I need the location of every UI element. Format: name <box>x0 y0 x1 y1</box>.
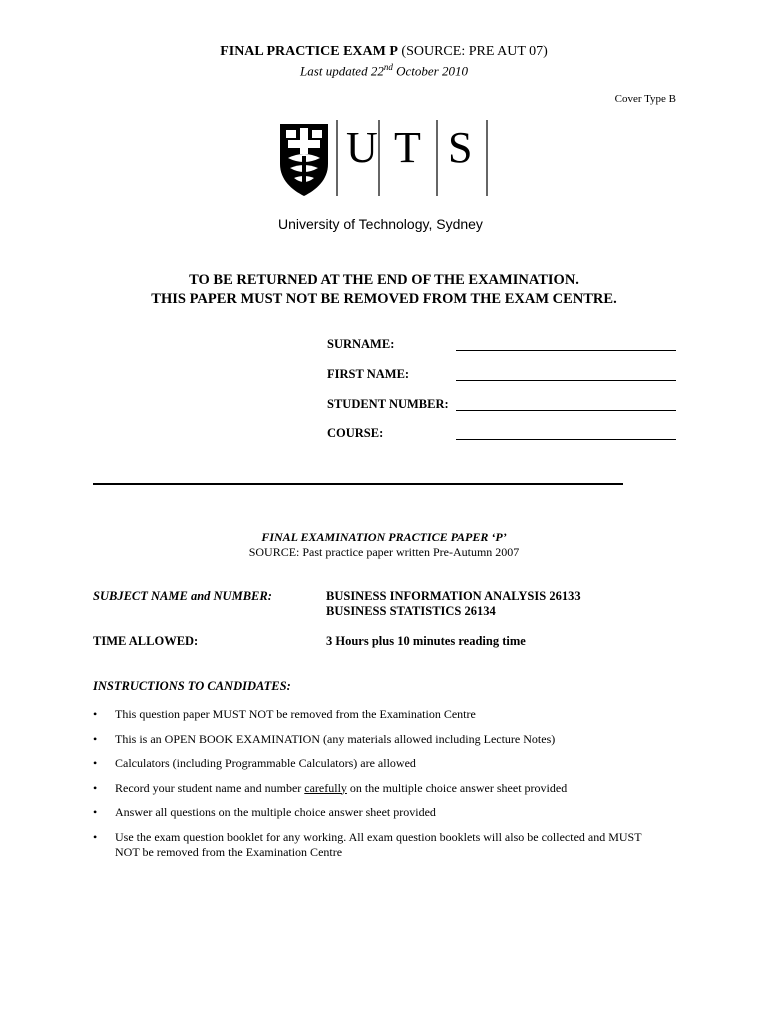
list-item <box>93 756 663 771</box>
subject-line-1: BUSINESS INFORMATION ANALYSIS 26133 <box>326 589 581 603</box>
first-name-label: FIRST NAME: <box>327 367 410 381</box>
instructions-list <box>93 707 663 869</box>
last-updated-prefix: Last updated 22 <box>300 63 384 79</box>
instruction-emphasis: carefully <box>304 780 347 795</box>
exam-title-bold: FINAL PRACTICE EXAM P <box>220 44 398 59</box>
subject-line-2: BUSINESS STATISTICS 26134 <box>326 604 496 618</box>
removal-notice: THIS PAPER MUST NOT BE REMOVED FROM THE EXAM CENTRE. <box>151 291 617 307</box>
time-label: TIME ALLOWED: <box>93 634 199 648</box>
student-number-label: STUDENT NUMBER: <box>327 397 449 411</box>
uts-logo <box>278 120 493 200</box>
paper-source: SOURCE: Past practice paper written Pre-Autumn 2007 <box>248 545 520 559</box>
bullet-icon: • <box>93 805 98 819</box>
list-item <box>93 830 663 860</box>
instruction-text: This is an OPEN BOOK EXAMINATION (any materials allowed including Lecture Notes) <box>115 731 556 746</box>
instruction-text: This question paper MUST NOT be removed from the Examination Centre <box>115 707 476 721</box>
student-number-field[interactable] <box>456 396 676 411</box>
return-notice: TO BE RETURNED AT THE END OF THE EXAMINATION. <box>189 272 579 288</box>
subject-label: SUBJECT NAME and NUMBER: <box>93 589 272 603</box>
university-name: University of Technology, Sydney <box>278 216 483 232</box>
instruction-text: Use the exam question booklet for any working. All exam question booklets will also be collected and MUST NOT be removed from the Examination Centre <box>115 829 642 859</box>
time-value: 3 Hours plus 10 minutes reading time <box>326 634 526 648</box>
logo-letter-s: S <box>448 123 473 172</box>
surname-field[interactable] <box>456 336 676 351</box>
bullet-icon: • <box>93 756 98 770</box>
cover-type: Cover Type B <box>614 93 676 105</box>
course-field[interactable] <box>456 425 676 440</box>
instruction-text: on the multiple choice answer sheet provided <box>346 780 568 795</box>
list-item <box>93 805 663 820</box>
logo-letter-u: U <box>346 123 378 172</box>
instruction-text: Answer all questions on the multiple choice answer sheet provided <box>115 805 436 819</box>
bullet-icon: • <box>93 829 98 844</box>
list-item <box>93 781 663 796</box>
list-item <box>93 707 663 722</box>
surname-label: SURNAME: <box>327 337 395 351</box>
list-item <box>93 732 663 747</box>
last-updated-sup: nd <box>383 62 393 72</box>
last-updated-suffix: October 2010 <box>392 63 468 79</box>
first-name-field[interactable] <box>456 366 676 381</box>
instruction-text: Calculators (including Programmable Calculators) are allowed <box>115 756 416 770</box>
logo-letter-t: T <box>394 123 421 172</box>
exam-title-source: (SOURCE: PRE AUT 07) <box>397 44 548 59</box>
exam-title <box>0 44 768 60</box>
shield-icon <box>280 124 328 196</box>
instruction-text: Record your student name and number <box>115 780 305 795</box>
divider <box>93 483 623 485</box>
bullet-icon: • <box>93 731 98 746</box>
course-label: COURSE: <box>327 426 384 440</box>
bullet-icon: • <box>93 780 98 795</box>
paper-title: FINAL EXAMINATION PRACTICE PAPER ‘P’ <box>261 530 507 544</box>
last-updated <box>0 62 768 79</box>
instructions-heading: INSTRUCTIONS TO CANDIDATES: <box>93 679 291 693</box>
bullet-icon: • <box>93 707 98 721</box>
